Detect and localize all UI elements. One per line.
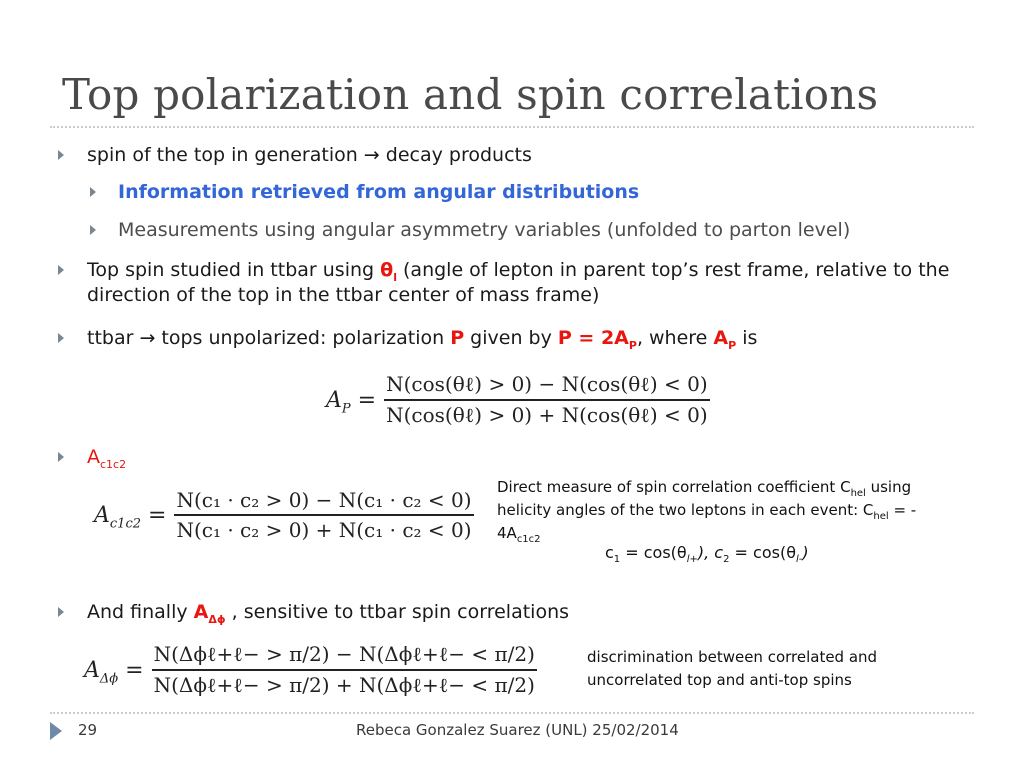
formula-lhs-subscript: Δϕ [99, 670, 119, 686]
bullet-arrow-icon [58, 333, 64, 343]
footer-triangle-icon [50, 722, 62, 740]
ac1c2-subscript: c1c2 [100, 457, 127, 471]
note-text: = - [888, 501, 917, 519]
ap-symbol [713, 327, 737, 352]
formula-fraction [152, 642, 537, 698]
cos-text: = cos(θ [729, 543, 796, 562]
equation-subscript: P [628, 338, 637, 352]
bullet-text-pre: ttbar → tops unpolarized: polarization [87, 327, 451, 349]
cos-definitions [605, 541, 809, 564]
adphi-letter: A [193, 601, 209, 623]
bullet-text: Information retrieved from angular distributions [118, 181, 640, 203]
theta-letter: θ [380, 259, 394, 281]
adphi-subscript: Δϕ [208, 612, 226, 626]
formula-ap [326, 372, 710, 428]
bullet-arrow-icon [58, 150, 64, 160]
bullet-text: Measurements using angular asymmetry variables (unfolded to parton level) [118, 219, 851, 241]
equation-text: P = 2A [557, 327, 629, 349]
formula-lhs-subscript: c1c2 [109, 515, 141, 531]
cos-text: = cos(θ [620, 543, 687, 562]
note-text: 4A [497, 524, 517, 542]
bullet-unpolarized [87, 326, 757, 351]
formula-adphi [84, 642, 537, 698]
ac1c2-letter: A [87, 446, 100, 468]
bullet-arrow-icon [58, 452, 64, 462]
cos-text: ) [802, 543, 809, 562]
bullet-finally [87, 600, 569, 625]
bullet-ac1c2 [87, 445, 126, 470]
note-line-2: uncorrelated top and anti-top spins [587, 671, 852, 689]
ap-subscript: P [728, 338, 737, 352]
formula-numerator: N(cos(θℓ) > 0) − N(cos(θℓ) < 0) [384, 372, 710, 401]
bullet-text-mid2: , where [636, 327, 714, 349]
formula-lhs [326, 387, 377, 416]
footer-author-date: Rebeca Gonzalez Suarez (UNL) 25/02/2014 [356, 721, 679, 739]
subbullet-measurements [118, 218, 850, 243]
bullet-arrow-icon [90, 187, 96, 197]
subbullet-angular [118, 180, 639, 205]
title-divider [50, 126, 974, 128]
cos-subscript: 2 [723, 554, 730, 566]
note-line-1: discrimination between correlated and [587, 648, 878, 666]
bullet-spin-generation [87, 143, 532, 168]
bullet-text-end: is [736, 327, 758, 349]
polarization-equation [557, 327, 637, 352]
cos-text: ), c [697, 543, 724, 562]
ap-letter: A [713, 327, 729, 349]
formula-fraction [174, 488, 473, 542]
formula-lhs [94, 502, 167, 531]
formula-ac1c2 [94, 488, 474, 542]
note-text: Direct measure of spin correlation coefficient C [497, 478, 851, 496]
cos-text: c [605, 543, 614, 562]
bullet-text-pre: Top spin studied in ttbar using [87, 259, 381, 281]
bullet-text: spin of the top in generation → decay products [87, 144, 532, 166]
adphi-symbol [193, 601, 226, 626]
page-number: 29 [78, 721, 98, 739]
bullet-top-spin [87, 258, 987, 308]
note-subscript: hel [873, 511, 889, 522]
bullet-text-mid: given by [464, 327, 558, 349]
bullet-text-post: , sensitive to ttbar spin correlations [225, 601, 570, 623]
note-line-2 [497, 499, 967, 522]
slide-title: Top polarization and spin correlations [62, 70, 879, 119]
footer-divider [50, 712, 974, 714]
formula-equals: = [141, 502, 167, 528]
formula-fraction [384, 372, 710, 428]
cos-subscript: l+ [686, 554, 698, 566]
cos-subscript: 1 [613, 554, 621, 566]
theta-symbol [380, 259, 397, 284]
bullet-arrow-icon [58, 607, 64, 617]
formula-equals: = [350, 387, 377, 413]
bullet-text-post: (angle of lepton in parent top’s rest frame, relative to the direction of the top in the ttbar center of mass frame) [87, 259, 950, 306]
note-spin-correlation [497, 476, 967, 545]
formula-numerator: N(Δϕℓ+ℓ− > π/2) − N(Δϕℓ+ℓ− < π/2) [152, 642, 537, 671]
formula-lhs [84, 657, 144, 686]
formula-equals: = [118, 657, 144, 683]
formula-lhs-letter: A [94, 502, 110, 528]
formula-denominator: N(Δϕℓ+ℓ− > π/2) + N(Δϕℓ+ℓ− < π/2) [153, 673, 535, 697]
bullet-arrow-icon [58, 265, 64, 275]
note-text: using [865, 478, 912, 496]
note-subscript: c1c2 [516, 534, 541, 545]
polarization-symbol: P [450, 327, 465, 349]
formula-denominator: N(cos(θℓ) > 0) + N(cos(θℓ) < 0) [386, 403, 708, 427]
formula-lhs-letter: A [84, 657, 100, 683]
formula-denominator: N(c₁ · c₂ > 0) + N(c₁ · c₂ < 0) [176, 518, 472, 542]
bullet-text-pre: And finally [87, 601, 194, 623]
bullet-arrow-icon [90, 225, 96, 235]
ac1c2-symbol [87, 446, 127, 471]
note-text: helicity angles of the two leptons in each event: C [497, 501, 874, 519]
note-discrimination [587, 646, 877, 692]
cos-subscript: l- [796, 554, 803, 566]
theta-subscript: l [393, 270, 397, 284]
note-subscript: hel [850, 488, 866, 499]
formula-lhs-subscript: P [341, 400, 351, 416]
note-line-1 [497, 476, 967, 499]
formula-numerator: N(c₁ · c₂ > 0) − N(c₁ · c₂ < 0) [174, 488, 473, 516]
formula-lhs-letter: A [326, 387, 342, 413]
